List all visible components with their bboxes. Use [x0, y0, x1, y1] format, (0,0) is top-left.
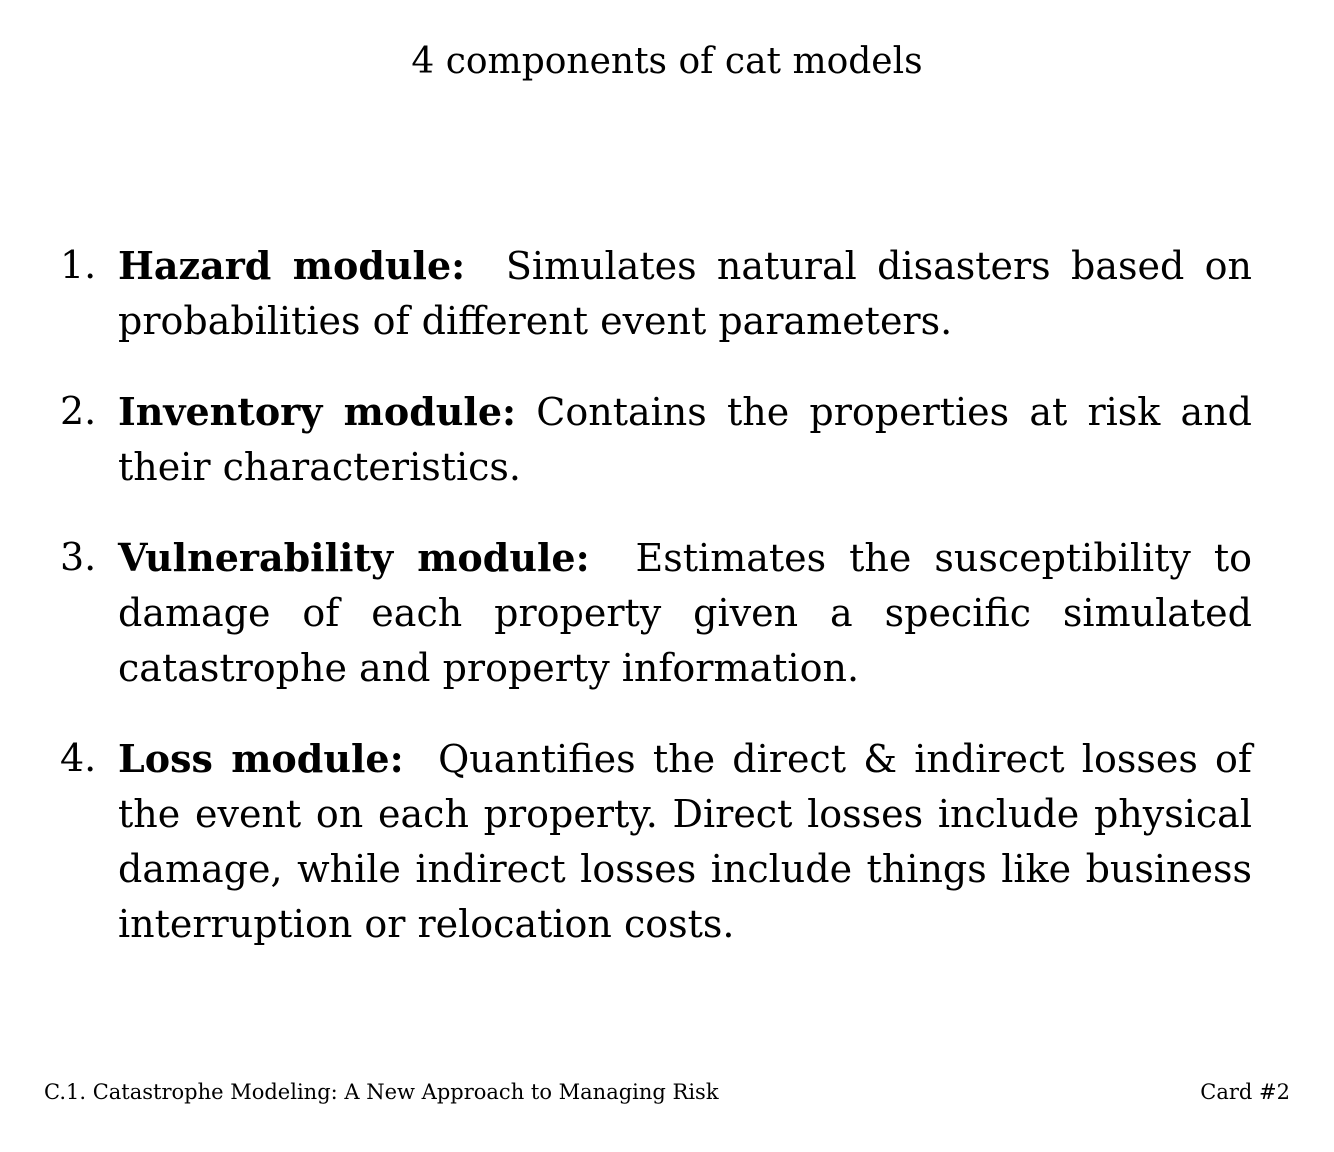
- footer-source: C.1. Catastrophe Modeling: A New Approach to Managing Risk: [44, 1080, 719, 1104]
- module-name: Hazard module:: [118, 243, 466, 288]
- item-body: [118, 384, 1252, 495]
- module-name: Vulnerability module:: [118, 535, 590, 580]
- list-item-hazard-module: [60, 238, 1252, 349]
- list-item-loss-module: [60, 731, 1252, 952]
- card-title: 4 components of cat models: [411, 41, 923, 82]
- module-list: [60, 238, 1252, 987]
- list-item-vulnerability-module: [60, 530, 1252, 696]
- module-description: Quantifies the direct & indirect losses of the event on each property. Direct losses include physical damage, while indirect losses include things like business interruption or relocation costs.: [118, 737, 1252, 946]
- item-number: 4.: [60, 736, 97, 780]
- item-body: [118, 731, 1252, 952]
- item-number: 2.: [60, 389, 97, 433]
- module-description: Simulates natural disasters based on probabilities of different event parameters.: [118, 244, 1252, 343]
- module-description: Contains the properties at risk and their characteristics.: [118, 390, 1252, 489]
- item-number: 3.: [60, 535, 97, 579]
- footer-card-number: Card #2: [1200, 1080, 1290, 1104]
- item-body: [118, 238, 1252, 349]
- module-name: Loss module:: [118, 736, 404, 781]
- module-description: Estimates the susceptibility to damage of each property given a specific simulated catastrophe and property information.: [118, 536, 1252, 690]
- list-item-inventory-module: [60, 384, 1252, 495]
- module-name: Inventory module:: [118, 389, 517, 434]
- item-number: 1.: [60, 243, 97, 287]
- item-body: [118, 530, 1252, 696]
